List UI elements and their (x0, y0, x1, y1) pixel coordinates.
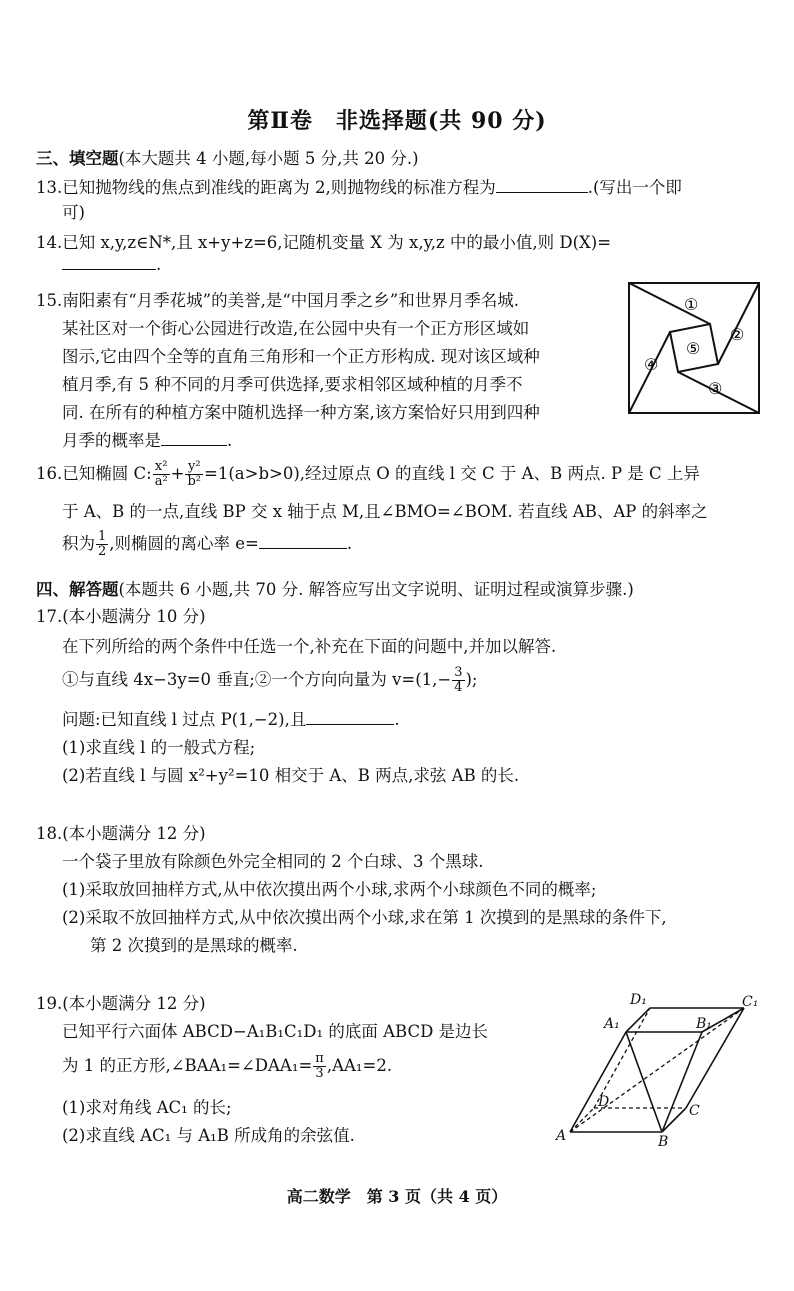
question-17-header (36, 603, 206, 627)
question-16-text-d: ,则椭圆的离心率 e= (109, 534, 259, 553)
region-label-5: ⑤ (686, 339, 701, 358)
question-16-text-c: 积为 (62, 534, 95, 553)
question-19-line-1: 已知平行六面体 ABCD−A₁B₁C₁D₁ 的底面 ABCD 是边长 (62, 1022, 489, 1041)
question-17-line-2 (62, 666, 478, 695)
question-15-line-6 (62, 427, 232, 451)
question-19-number: 19. (36, 994, 63, 1013)
question-15-text-last: 月季的概率是 (62, 431, 161, 450)
question-19-part-2: (2)求直线 AC₁ 与 A₁B 所成角的余弦值. (62, 1126, 355, 1145)
question-19-text-b: ,AA₁=2. (326, 1056, 393, 1075)
question-17-score: (本小题满分 10 分) (62, 607, 206, 626)
question-19-text-a: 为 1 的正方形,∠BAA₁=∠DAA₁= (62, 1056, 313, 1075)
question-19-part-1: (1)求对角线 AC₁ 的长; (62, 1098, 232, 1117)
answer-blank-17[interactable] (306, 710, 394, 725)
question-15-text-end: . (227, 431, 233, 450)
section-4-note: (本题共 6 小题,共 70 分. 解答应写出文字说明、证明过程或演算步骤.) (118, 580, 634, 599)
question-16-text-a: 已知椭圆 C: (62, 464, 152, 483)
vertex-label-D: D (598, 1094, 610, 1110)
parallelepiped-figure (552, 988, 767, 1148)
question-13-number: 13. (36, 178, 63, 197)
question-13-text: 已知抛物线的焦点到准线的距离为 2,则抛物线的标准方程为 (62, 178, 496, 197)
question-17-part-2: (2)若直线 l 与圆 x²+y²=10 相交于 A、B 两点,求弦 AB 的长. (62, 766, 520, 785)
question-19-header (36, 990, 206, 1014)
page-footer: 高二数学 第 3 页（共 4 页） (286, 1187, 508, 1206)
question-13-line-1 (36, 174, 682, 198)
question-16-text-end: . (346, 534, 353, 553)
question-15-line-5: 同. 在所有的种植方案中随机选择一种方案,该方案恰好只用到四种 (62, 403, 540, 422)
answer-blank-14[interactable] (62, 255, 156, 270)
question-18-part-1: (1)采取放回抽样方式,从中依次摸出两个小球,求两个小球颜色不同的概率; (62, 880, 597, 899)
question-18-part-2-cont: 第 2 次摸到的是黑球的概率. (90, 936, 298, 955)
question-15-text: 南阳素有“月季花城”的美誉,是“中国月季之乡”和世界月季名城. (62, 291, 519, 310)
question-13-line-2: 可) (62, 203, 85, 222)
question-18-score: (本小题满分 12 分) (62, 824, 206, 843)
vertex-label-C1: C₁ (742, 994, 759, 1010)
fraction-y2-b2: $\frac{\text{y²}}{\text{b²}}$ (187, 459, 202, 489)
question-17-line-3 (62, 706, 400, 730)
fraction-pi-over-3: $\frac{\pi}{3}$ (315, 1051, 324, 1081)
question-15-line-2: 某社区对一个街心公园进行改造,在公园中央有一个正方形区域如 (62, 319, 530, 338)
vertex-label-B: B (658, 1134, 669, 1148)
region-label-3: ③ (708, 379, 723, 398)
region-label-4: ④ (644, 355, 659, 374)
section-4-heading (36, 576, 634, 600)
question-18-number: 18. (36, 824, 63, 843)
question-17-line-1: 在下列所给的两个条件中任选一个,补充在下面的问题中,并加以解答. (62, 637, 557, 656)
question-18-part-2: (2)采取不放回抽样方式,从中依次摸出两个小球,求在第 1 次摸到的是黑球的条件下, (62, 908, 667, 927)
question-14-text-end: . (156, 255, 162, 274)
vertex-label-B1: B₁ (696, 1016, 712, 1032)
question-16-number: 16. (36, 464, 63, 483)
question-15-line-1 (36, 287, 519, 311)
question-14-text: 已知 x,y,z∈N*,且 x+y+z=6,记随机变量 X 为 x,y,z 中的最小值,则 D(X)= (62, 233, 612, 252)
question-14-number: 14. (36, 233, 63, 252)
section-3-heading (36, 145, 419, 169)
vertex-label-A1: A₁ (604, 1016, 620, 1032)
region-label-1: ① (684, 295, 699, 314)
section-3-title: 三、填空题 (36, 149, 119, 168)
question-14-line-2 (62, 255, 161, 274)
question-17-number: 17. (36, 607, 63, 626)
fraction-three-quarters: $\frac{3}{4}$ (454, 665, 463, 695)
answer-blank-15[interactable] (161, 431, 227, 446)
question-17-problem-end: . (394, 710, 400, 729)
question-17-problem: 问题:已知直线 l 过点 P(1,−2),且 (62, 710, 307, 729)
question-16-line-3 (62, 530, 352, 559)
page-title: 第Ⅱ卷 非选择题(共 90 分) (247, 108, 547, 134)
question-17-text-b: ); (465, 670, 478, 689)
question-18-line-1: 一个袋子里放有除颜色外完全相同的 2 个白球、3 个黑球. (62, 852, 484, 871)
fraction-one-half: $\frac{1}{2}$ (98, 529, 107, 559)
question-15-line-3: 图示,它由四个全等的直角三角形和一个正方形构成. 现对该区域种 (62, 347, 540, 366)
question-18-header (36, 820, 206, 844)
section-3-note: (本大题共 4 小题,每小题 5 分,共 20 分.) (118, 149, 419, 168)
question-19-score: (本小题满分 12 分) (62, 994, 206, 1013)
question-13-text-end: .(写出一个即 (587, 178, 682, 197)
question-16-text-b: =1(a>b>0),经过原点 O 的直线 l 交 C 于 A、B 两点. P 是 C 上异 (204, 464, 700, 483)
question-16-line-2: 于 A、B 的一点,直线 BP 交 x 轴于点 M,且∠BMO=∠BOM. 若直线 AB、AP 的斜率之 (62, 502, 708, 521)
vertex-label-D1: D₁ (630, 992, 647, 1008)
question-19-line-2 (62, 1052, 392, 1081)
question-14-line-1 (36, 229, 611, 253)
plus-sign: + (170, 464, 185, 483)
vertex-label-A: A (556, 1128, 567, 1144)
question-17-part-1: (1)求直线 l 的一般式方程; (62, 738, 256, 757)
vertex-label-C: C (689, 1103, 700, 1119)
question-17-text-a: ①与直线 4x−3y=0 垂直;②一个方向向量为 v=(1,− (62, 670, 452, 689)
question-15-line-4: 植月季,有 5 种不同的月季可供选择,要求相邻区域种植的月季不 (62, 375, 523, 394)
answer-blank-13[interactable] (496, 178, 588, 193)
section-4-title: 四、解答题 (36, 580, 119, 599)
garden-square-figure (628, 282, 760, 414)
region-label-2: ② (730, 325, 745, 344)
question-15-number: 15. (36, 291, 63, 310)
fraction-x2-a2: $\frac{\text{x²}}{\text{a²}}$ (154, 459, 168, 489)
question-16-line-1 (36, 460, 700, 489)
answer-blank-16[interactable] (259, 534, 347, 549)
